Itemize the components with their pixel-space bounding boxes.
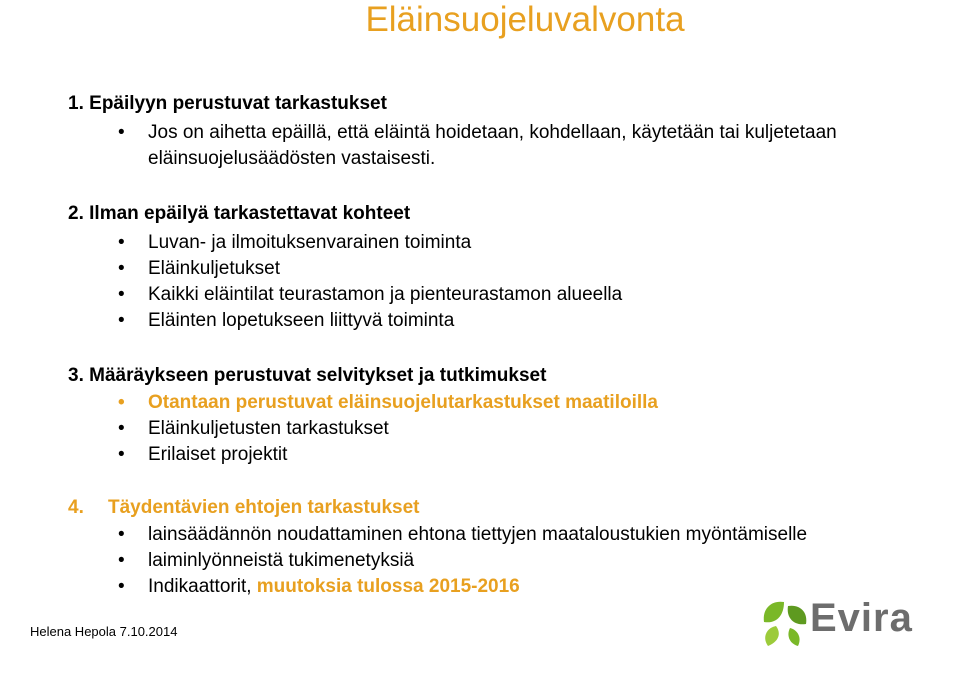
list-item-highlighted xyxy=(118,390,658,416)
list-item xyxy=(118,574,520,600)
list-item xyxy=(118,548,414,574)
logo-text: Evira xyxy=(810,596,913,640)
list-item-text: Otantaan perustuvat eläinsuojelutarkastukset maatiloilla xyxy=(148,392,658,413)
list-item xyxy=(118,120,837,146)
list-item xyxy=(118,230,471,256)
list-item xyxy=(118,282,622,308)
bullet-icon: • xyxy=(118,310,125,331)
evira-leaf-logo-icon xyxy=(754,592,810,652)
list-item-text: laiminlyönneistä tukimenetyksiä xyxy=(148,550,415,571)
section-heading-text: Epäilyyn perustuvat tarkastukset xyxy=(89,93,387,114)
list-item xyxy=(118,308,454,334)
list-item-text: Erilaiset projektit xyxy=(148,444,288,465)
list-item-highlight: muutoksia tulossa 2015-2016 xyxy=(256,576,520,597)
section-2-heading xyxy=(68,202,410,226)
list-item-text: Jos on aihetta epäillä, että eläintä hoidetaan, kohdellaan, käytetään tai kuljetetaan xyxy=(148,122,837,143)
section-number: 4. xyxy=(68,497,84,518)
section-heading-text: Täydentävien ehtojen tarkastukset xyxy=(108,497,420,518)
list-item xyxy=(118,256,280,282)
bullet-icon: • xyxy=(118,284,125,305)
list-item-text: Eläinkuljetusten tarkastukset xyxy=(148,418,389,439)
list-item-text: Eläinten lopetukseen liittyvä toiminta xyxy=(148,310,455,331)
footer-author-date: Helena Hepola 7.10.2014 xyxy=(30,624,178,639)
bullet-icon: • xyxy=(118,418,125,439)
list-item-text: Luvan- ja ilmoituksenvarainen toiminta xyxy=(148,232,472,253)
list-item xyxy=(118,442,287,468)
bullet-icon: • xyxy=(118,122,125,143)
list-item-text: Indikaattorit, xyxy=(148,576,257,597)
bullet-icon: • xyxy=(118,576,125,597)
section-heading-text: Ilman epäilyä tarkastettavat kohteet xyxy=(89,203,411,224)
evira-logo xyxy=(754,592,954,652)
bullet-icon: • xyxy=(118,232,125,253)
section-number: 1. xyxy=(68,93,84,114)
section-heading-text: Määräykseen perustuvat selvitykset ja tutkimukset xyxy=(89,365,547,386)
list-item xyxy=(118,522,807,548)
bullet-icon: • xyxy=(118,258,125,279)
bullet-icon: • xyxy=(118,392,125,413)
list-item-text: Kaikki eläintilat teurastamon ja pienteurastamon alueella xyxy=(148,284,623,305)
section-number: 3. xyxy=(68,365,84,386)
bullet-icon: • xyxy=(118,444,125,465)
section-4-heading xyxy=(68,496,420,520)
slide-title: Eläinsuojeluvalvonta xyxy=(365,0,685,39)
list-item-text: Eläinkuljetukset xyxy=(148,258,281,279)
list-item-text: lainsäädännön noudattaminen ehtona tiettyjen maataloustukien myöntämiselle xyxy=(148,524,808,545)
list-item-continuation: eläinsuojelusäädösten vastaisesti. xyxy=(148,148,436,169)
section-3-heading xyxy=(68,364,546,388)
section-1-heading xyxy=(68,92,387,116)
bullet-icon: • xyxy=(118,524,125,545)
section-number: 2. xyxy=(68,203,84,224)
list-item xyxy=(118,416,389,442)
bullet-icon: • xyxy=(118,550,125,571)
